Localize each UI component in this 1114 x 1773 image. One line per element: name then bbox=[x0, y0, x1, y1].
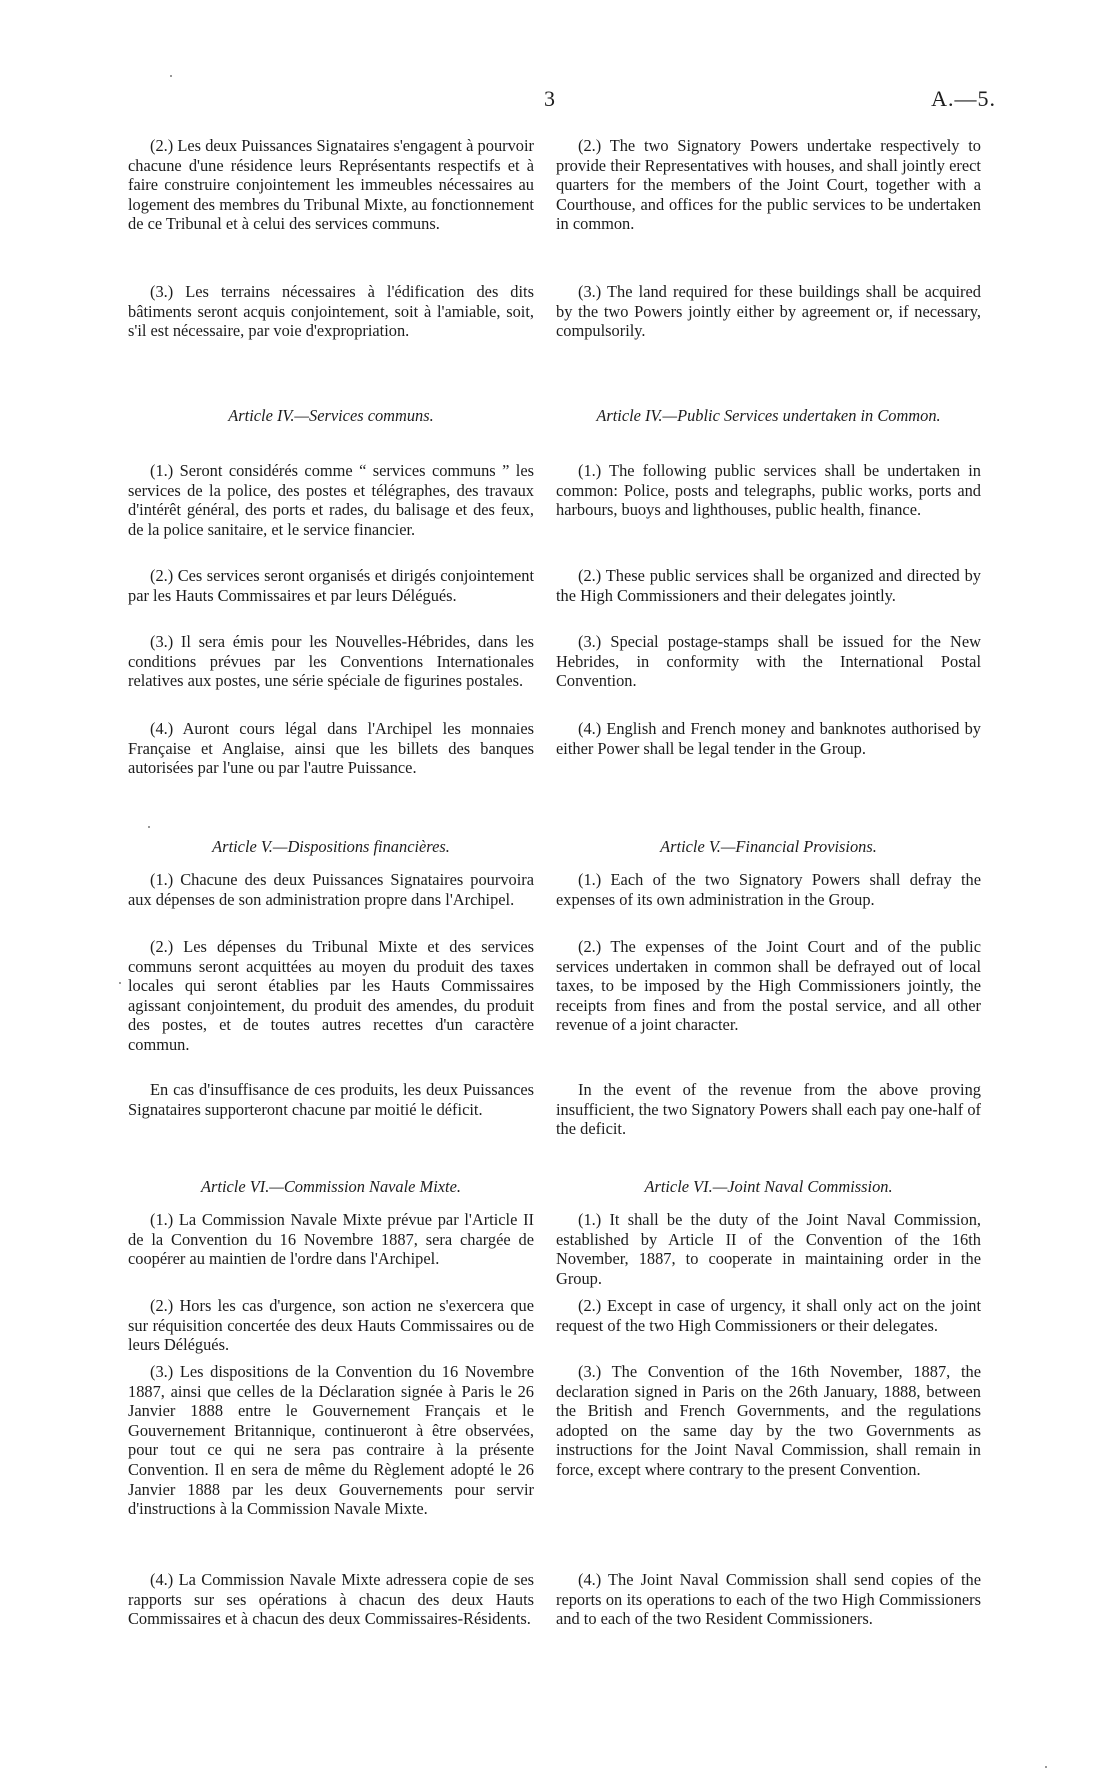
en-article4-para1: (1.) The following public services shall be undertaken in common: Police, posts and telegraphs, public works, ports and harbours, buoys and lighthouses, public health, finance. bbox=[556, 461, 981, 520]
scan-speck bbox=[1045, 1766, 1047, 1768]
fr-article4-para1: (1.) Seront considérés comme “ services communs ” les services de la police, des postes et télégraphes, des travaux d'intérêt général, des ports et rades, du balisage et des feux, de la police sanitaire, et le service financier. bbox=[128, 461, 534, 539]
en-article4-heading: Article IV.—Public Services undertaken in Common. bbox=[596, 406, 941, 425]
en-article6-para2: (2.) Except in case of urgency, it shall only act on the joint request of the two High Commissioners or their delegates. bbox=[556, 1296, 981, 1335]
fr-article4-para2: (2.) Ces services seront organisés et dirigés conjointement par les Hauts Commissaires et par leurs Délégués. bbox=[128, 566, 534, 605]
fr-article6-para3: (3.) Les dispositions de la Convention du 16 Novembre 1887, ainsi que celles de la Déclaration signée à Paris le 26 Janvier 1888 entre le Gouvernement Français et le Gouvernement Britannique, continueront à être observées, pour tout ce qui ne sera pas contraire à la présente Convention. Il en sera de même du Règlement adopté le 26 Janvier 1888 par les deux Gouvernements pour servir d'instructions à la Commission Navale Mixte. bbox=[128, 1362, 534, 1519]
en-article5-para2: (2.) The expenses of the Joint Court and of the public services undertaken in common shall be defrayed out of local taxes, to be imposed by the High Commissioners jointly, the receipts from fines and from the postal service, and all other revenue of a joint character. bbox=[556, 937, 981, 1035]
fr-article5-heading: Article V.—Dispositions financières. bbox=[212, 837, 450, 856]
en-article6-para4: (4.) The Joint Naval Commission shall send copies of the reports on its operations to each of the two High Commissioners and to each of the two Resident Commissioners. bbox=[556, 1570, 981, 1629]
fr-article4-para4: (4.) Auront cours légal dans l'Archipel les monnaies Française et Anglaise, ainsi que les billets des banques autorisées par l'une ou par l'autre Puissance. bbox=[128, 719, 534, 778]
en-article6-para3: (3.) The Convention of the 16th November, 1887, the declaration signed in Paris on the 26th January, 1888, between the British and French Governments, and the regulations adopted on the same day by the two Governments as instructions for the Joint Naval Commission, shall remain in force, except where contrary to the present Convention. bbox=[556, 1362, 981, 1479]
en-article5-heading: Article V.—Financial Provisions. bbox=[660, 837, 877, 856]
en-article4-para4: (4.) English and French money and banknotes authorised by either Power shall be legal tender in the Group. bbox=[556, 719, 981, 758]
page-number: 3 bbox=[544, 86, 555, 111]
fr-article5-para1: (1.) Chacune des deux Puissances Signataires pourvoira aux dépenses de son administration propre dans l'Archipel. bbox=[128, 870, 534, 909]
scan-speck bbox=[170, 75, 172, 77]
document-reference: A.—5. bbox=[931, 86, 996, 111]
fr-section3-para2: (2.) Les deux Puissances Signataires s'engagent à pourvoir chacune d'une résidence leurs Représentants respectifs et à faire construire conjointement les immeubles nécessaires au logement des membres du Tribunal Mixte, au fonctionnement de ce Tribunal et à celui des services communs. bbox=[128, 136, 534, 234]
en-article5-para3: In the event of the revenue from the above proving insufficient, the two Signatory Powers shall each pay one-half of the deficit. bbox=[556, 1080, 981, 1139]
en-article6-heading: Article VI.—Joint Naval Commission. bbox=[644, 1177, 893, 1196]
en-article4-para3: (3.) Special postage-stamps shall be issued for the New Hebrides, in conformity with the International Postal Convention. bbox=[556, 632, 981, 691]
scan-speck bbox=[119, 982, 121, 984]
fr-article4-para3: (3.) Il sera émis pour les Nouvelles-Hébrides, dans les conditions prévues par les Conventions Internationales relatives aux postes, une série spéciale de figurines postales. bbox=[128, 632, 534, 691]
fr-section3-para3: (3.) Les terrains nécessaires à l'édification des dits bâtiments seront acquis conjointement, soit à l'amiable, soit, s'il est nécessaire, par voie d'expropriation. bbox=[128, 282, 534, 341]
fr-article6-para2: (2.) Hors les cas d'urgence, son action ne s'exercera que sur réquisition concertée des deux Hauts Commissaires ou de leurs Délégués. bbox=[128, 1296, 534, 1355]
en-article6-para1: (1.) It shall be the duty of the Joint Naval Commission, established by Article II of the Convention of the 16th November, 1887, to cooperate in maintaining order in the Group. bbox=[556, 1210, 981, 1288]
fr-article5-para3: En cas d'insuffisance de ces produits, les deux Puissances Signataires supporteront chacune par moitié le déficit. bbox=[128, 1080, 534, 1119]
fr-article4-heading: Article IV.—Services communs. bbox=[228, 406, 434, 425]
en-section3-para2: (2.) The two Signatory Powers undertake respectively to provide their Representatives with houses, and shall jointly erect quarters for the members of the Joint Court, together with a Courthouse, and offices for the public services to be undertaken in common. bbox=[556, 136, 981, 234]
en-section3-para3: (3.) The land required for these buildings shall be acquired by the two Powers jointly either by agreement or, if necessary, compulsorily. bbox=[556, 282, 981, 341]
fr-article6-para1: (1.) La Commission Navale Mixte prévue par l'Article II de la Convention du 16 Novembre 1887, sera chargée de coopérer au maintien de l'ordre dans l'Archipel. bbox=[128, 1210, 534, 1269]
fr-article6-para4: (4.) La Commission Navale Mixte adressera copie de ses rapports sur ses opérations à chacun des deux Hauts Commissaires et à chacun des deux Commissaires-Résidents. bbox=[128, 1570, 534, 1629]
en-article4-para2: (2.) These public services shall be organized and directed by the High Commissioners and their delegates jointly. bbox=[556, 566, 981, 605]
fr-article5-para2: (2.) Les dépenses du Tribunal Mixte et des services communs seront acquittées au moyen du produit des taxes locales qui seront établies par les Hauts Commissaires agissant conjointement, du produit des amendes, du produit des postes, et de toutes autres recettes d'un caractère commun. bbox=[128, 937, 534, 1054]
en-article5-para1: (1.) Each of the two Signatory Powers shall defray the expenses of its own administration in the Group. bbox=[556, 870, 981, 909]
fr-article6-heading: Article VI.—Commission Navale Mixte. bbox=[201, 1177, 461, 1196]
scan-speck bbox=[148, 826, 150, 828]
